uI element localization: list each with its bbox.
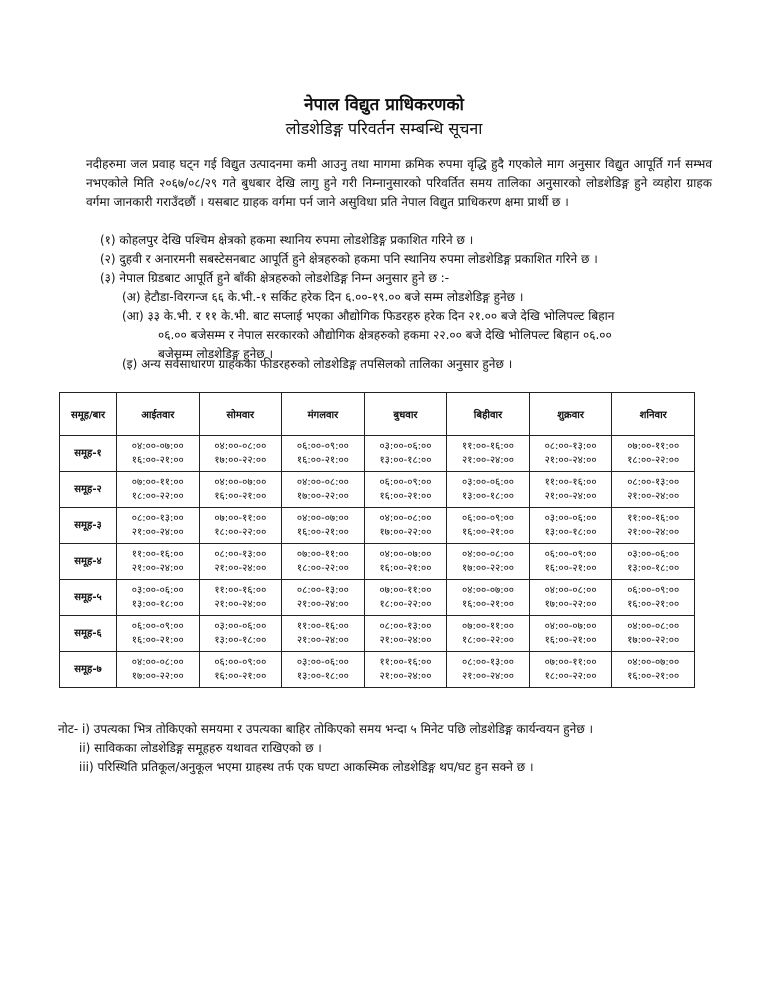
notice-subtitle: लोडशेडिङ्ग परिवर्तन सम्बन्धि सूचना (285, 119, 483, 138)
schedule-cell (447, 580, 530, 616)
time-range: १७:००-२२:०० (379, 526, 432, 538)
schedule-cell (529, 436, 612, 472)
time-range: १८:००-२२:०० (627, 454, 680, 466)
time-range: १७:००-२२:०० (131, 670, 184, 682)
time-range: ११:००-१६:०० (627, 512, 680, 524)
time-range: १६:००-२१:०० (627, 670, 680, 682)
time-range: ११:००-१६:०० (462, 440, 514, 452)
table-row (60, 580, 695, 616)
time-range: १८:००-२२:०० (214, 526, 267, 538)
schedule-cell (447, 652, 530, 688)
schedule-cell (529, 472, 612, 508)
point-1: (१) कोहलपुर देखि पश्चिम क्षेत्रको हकमा स्थानिय रुपमा लोडशेडिङ्ग प्रकाशित गरिने छ । (100, 233, 474, 247)
loadshedding-schedule-table (59, 392, 695, 688)
time-range: ०३:००-०६:०० (627, 548, 680, 560)
time-range: १६:००-२१:०० (379, 490, 432, 502)
time-range: ०७:००-११:०० (214, 512, 267, 524)
subpoint-a: (अ) हेटौडा-विरगन्ज ६६ के.भी.-१ सर्किट हरेक दिन ६.००-१९.०० बजे सम्म लोडशेडिङ्ग हुनेछ । (122, 290, 524, 304)
time-range: २१:००-२४:०० (131, 562, 184, 574)
time-range: २१:००-२४:०० (462, 454, 514, 466)
group-label: समूह-४ (60, 544, 117, 580)
schedule-cell (447, 616, 530, 652)
time-range: २१:००-२४:०० (379, 670, 432, 682)
time-range: ०८:००-१३:०० (131, 512, 184, 524)
header-wednesday: बुधवार (364, 393, 447, 436)
time-range: १६:००-२१:०० (214, 670, 267, 682)
schedule-cell (529, 508, 612, 544)
schedule-cell (612, 580, 695, 616)
time-range: १३:००-१८:०० (544, 526, 597, 538)
time-range: ०४:००-०८:०० (462, 548, 514, 560)
time-range: १६:००-२१:०० (462, 598, 514, 610)
table-header-row (60, 393, 695, 436)
subpoint-b-line-2: ०६.०० बजेसम्म र नेपाल सरकारको औद्योगिक क्षेत्रहरुको हकमा २२.०० बजे देखि भोलिपल्ट बिहान ०६.०० (158, 328, 612, 342)
schedule-cell (199, 472, 282, 508)
subpoint-c: (इ) अन्य सर्वसाधारण ग्राहकका फीडरहरुको लोडशेडिङ्ग तपसिलको तालिका अनुसार हुनेछ । (122, 357, 513, 371)
time-range: १३:००-१८:०० (131, 598, 184, 610)
schedule-cell (199, 580, 282, 616)
time-range: १८:००-२२:०० (296, 562, 349, 574)
intro-paragraph: नदीहरुमा जल प्रवाह घट्न गई विद्युत उत्पादनमा कमी आउनु तथा मागमा क्रमिक रुपमा वृद्धि हुदै गएकोले माग अनुसार विद्युत आपूर्ति गर्न सम्भव नभएकोले मिति २०६७/०८/२९ गते बुधबार देखि लागु हुने गरी निम्नानुसारको परिवर्तित समय तालिका अनुसारको लोडशेडिङ्ग हुने व्यहोरा ग्राहक वर्गमा जानकारी गराउँदछौं । यसबाट ग्राहक वर्गमा पर्न जाने असुविधा प्रति नेपाल विद्युत प्राधिकरण क्षमा प्रार्थी छ । (86, 157, 712, 209)
notice-title: नेपाल विद्युत प्राधिकरणको (304, 95, 464, 115)
time-range: ०८:००-१३:०० (296, 584, 349, 596)
time-range: १३:००-१८:०० (462, 490, 514, 502)
time-range: ०४:००-०७:०० (627, 656, 680, 668)
schedule-cell (117, 652, 200, 688)
time-range: ०८:००-१३:०० (544, 440, 597, 452)
table-row (60, 616, 695, 652)
schedule-cell (447, 544, 530, 580)
table-row (60, 652, 695, 688)
schedule-cell (529, 580, 612, 616)
schedule-cell (199, 436, 282, 472)
time-range: १६:००-२१:०० (296, 526, 349, 538)
schedule-cell (282, 544, 365, 580)
time-range: ०४:००-०७:०० (131, 440, 184, 452)
schedule-cell (364, 508, 447, 544)
schedule-cell (199, 508, 282, 544)
time-range: ०७:००-११:०० (544, 656, 597, 668)
note-2: ii) साविकका लोडशेडिङ्ग समूहहरु यथावत राखिएको छ । (79, 741, 322, 755)
time-range: २१:००-२४:०० (214, 598, 267, 610)
table-row (60, 508, 695, 544)
header-group-day: समूह/बार (60, 393, 117, 436)
schedule-cell (529, 652, 612, 688)
time-range: १६:००-२१:०० (544, 562, 597, 574)
table-row (60, 472, 695, 508)
time-range: ०३:००-०६:०० (544, 512, 597, 524)
table-body (60, 436, 695, 688)
schedule-cell (199, 652, 282, 688)
time-range: १७:००-२२:०० (462, 562, 514, 574)
group-label: समूह-६ (60, 616, 117, 652)
time-range: ०७:००-११:०० (379, 584, 432, 596)
time-range: २१:००-२४:०० (544, 490, 597, 502)
time-range: ०६:००-०९:०० (131, 620, 184, 632)
time-range: ०७:००-११:०० (131, 476, 184, 488)
subpoint-b-line-1: (आ) ३३ के.भी. र ११ के.भी. बाट सप्लाई भएका औद्योगिक फिडरहरु हरेक दिन २१.०० बजे देखि भोलिपल्ट बिहान (122, 309, 615, 323)
header-monday: सोमवार (199, 393, 282, 436)
time-range: १८:००-२२:०० (131, 490, 184, 502)
time-range: १६:००-२१:०० (214, 490, 267, 502)
schedule-cell (364, 436, 447, 472)
time-range: १८:००-२२:०० (462, 634, 514, 646)
time-range: ०८:००-१३:०० (379, 620, 432, 632)
time-range: १६:००-२१:०० (296, 454, 349, 466)
time-range: २१:००-२४:०० (627, 526, 680, 538)
time-range: १६:००-२१:०० (462, 526, 514, 538)
time-range: ११:००-१६:०० (379, 656, 432, 668)
time-range: ०३:००-०६:०० (462, 476, 514, 488)
table-row (60, 544, 695, 580)
group-label: समूह-५ (60, 580, 117, 616)
time-range: १३:००-१८:०० (379, 454, 432, 466)
schedule-cell (612, 436, 695, 472)
time-range: ०४:००-०८:०० (131, 656, 184, 668)
time-range: ११:००-१६:०० (544, 476, 597, 488)
time-range: ०४:००-०७:०० (379, 548, 432, 560)
time-range: ११:००-१६:०० (131, 548, 184, 560)
point-2: (२) दुहवी र अनारमनी सबस्टेसनबाट आपूर्ति हुने क्षेत्रहरुको हकमा पनि स्थानिय रुपमा लोडशेडिङ्ग प्रकाशित गरिने छ । (100, 252, 598, 266)
schedule-cell (529, 616, 612, 652)
time-range: १३:००-१८:०० (296, 670, 349, 682)
time-range: ०४:००-०८:०० (214, 440, 267, 452)
header-saturday: शनिवार (612, 393, 695, 436)
time-range: २१:००-२४:०० (544, 454, 597, 466)
schedule-cell (364, 472, 447, 508)
time-range: ०८:००-१३:०० (462, 656, 514, 668)
time-range: ०३:००-०६:०० (131, 584, 184, 596)
schedule-cell (282, 472, 365, 508)
time-range: ०६:००-०९:०० (627, 584, 680, 596)
time-range: १६:००-२१:०० (131, 454, 184, 466)
time-range: ०३:००-०६:०० (379, 440, 432, 452)
schedule-cell (282, 616, 365, 652)
group-label: समूह-३ (60, 508, 117, 544)
time-range: ०४:००-०७:०० (544, 620, 597, 632)
time-range: २१:००-२४:०० (627, 490, 680, 502)
time-range: ०३:००-०६:०० (214, 620, 267, 632)
subpoint-b-line-3: बजेसम्म लोडशेडिङ्ग हुनेछ । (158, 347, 274, 361)
schedule-cell (612, 544, 695, 580)
time-range: १७:००-२२:०० (627, 634, 680, 646)
time-range: २१:००-२४:०० (131, 526, 184, 538)
time-range: ०४:००-०८:०० (296, 476, 349, 488)
schedule-cell (447, 436, 530, 472)
schedule-cell (282, 508, 365, 544)
header-thursday: बिहीवार (447, 393, 530, 436)
schedule-cell (447, 508, 530, 544)
time-range: ०४:००-०७:०० (296, 512, 349, 524)
schedule-cell (364, 580, 447, 616)
time-range: ११:००-१६:०० (296, 620, 349, 632)
schedule-cell (612, 508, 695, 544)
time-range: ०४:००-०८:०० (627, 620, 680, 632)
time-range: १६:००-२१:०० (544, 634, 597, 646)
schedule-cell (282, 436, 365, 472)
group-label: समूह-१ (60, 436, 117, 472)
time-range: ०६:००-०९:०० (462, 512, 514, 524)
schedule-cell (199, 616, 282, 652)
time-range: १८:००-२२:०० (544, 670, 597, 682)
schedule-cell (364, 544, 447, 580)
time-range: १८:००-२२:०० (379, 598, 432, 610)
time-range: ०८:००-१३:०० (627, 476, 680, 488)
schedule-cell (364, 652, 447, 688)
time-range: ०६:००-०९:०० (379, 476, 432, 488)
time-range: ०६:००-०९:०० (214, 656, 267, 668)
schedule-cell (117, 436, 200, 472)
time-range: १३:००-१८:०० (627, 562, 680, 574)
schedule-cell (117, 616, 200, 652)
time-range: २१:००-२४:०० (462, 670, 514, 682)
time-range: १७:००-२२:०० (296, 490, 349, 502)
time-range: २१:००-२४:०० (296, 598, 349, 610)
schedule-cell (529, 544, 612, 580)
header-sunday: आईतवार (117, 393, 200, 436)
schedule-cell (364, 616, 447, 652)
time-range: २१:००-२४:०० (296, 634, 349, 646)
schedule-cell (117, 472, 200, 508)
schedule-cell (282, 580, 365, 616)
schedule-cell (612, 472, 695, 508)
time-range: ०४:००-०८:०० (379, 512, 432, 524)
schedule-cell (117, 580, 200, 616)
schedule-cell (117, 508, 200, 544)
time-range: २१:००-२४:०० (214, 562, 267, 574)
time-range: ०७:००-११:०० (296, 548, 349, 560)
schedule-cell (199, 544, 282, 580)
time-range: ०८:००-१३:०० (214, 548, 267, 560)
time-range: ०७:००-११:०० (462, 620, 514, 632)
time-range: ०३:००-०६:०० (296, 656, 349, 668)
schedule-cell (612, 652, 695, 688)
point-3: (३) नेपाल ग्रिडबाट आपूर्ति हुने बाँकी क्षेत्रहरुको लोडशेडिङ्ग निम्न अनुसार हुने छ :- (100, 271, 450, 285)
time-range: ११:००-१६:०० (214, 584, 267, 596)
table-row (60, 436, 695, 472)
time-range: ०४:००-०८:०० (544, 584, 597, 596)
schedule-cell (117, 544, 200, 580)
time-range: १६:००-२१:०० (627, 598, 680, 610)
header-friday: शुक्रवार (529, 393, 612, 436)
time-range: ०७:००-११:०० (627, 440, 680, 452)
time-range: ०४:००-०७:०० (214, 476, 267, 488)
header-tuesday: मंगलवार (282, 393, 365, 436)
schedule-cell (282, 652, 365, 688)
note-1: नोट- i) उपत्यका भित्र तोकिएको समयमा र उपत्यका बाहिर तोकिएको समय भन्दा ५ मिनेट पछि लोडशेडिङ्ग कार्यन्वयन हुनेछ । (58, 722, 594, 736)
schedule-cell (447, 472, 530, 508)
time-range: २१:००-२४:०० (379, 634, 432, 646)
time-range: १३:००-१८:०० (214, 634, 267, 646)
time-range: १७:००-२२:०० (544, 598, 597, 610)
time-range: १६:००-२१:०० (131, 634, 184, 646)
group-label: समूह-२ (60, 472, 117, 508)
time-range: ०६:००-०९:०० (296, 440, 349, 452)
group-label: समूह-७ (60, 652, 117, 688)
note-3: iii) परिस्थिति प्रतिकूल/अनुकूल भएमा ग्राहस्थ तर्फ एक घण्टा आकस्मिक लोडशेडिङ्ग थप/घट हुन सक्ने छ । (79, 760, 534, 774)
time-range: १६:००-२१:०० (379, 562, 432, 574)
time-range: ०४:००-०७:०० (462, 584, 514, 596)
time-range: १७:००-२२:०० (214, 454, 267, 466)
time-range: ०६:००-०९:०० (544, 548, 597, 560)
schedule-cell (612, 616, 695, 652)
